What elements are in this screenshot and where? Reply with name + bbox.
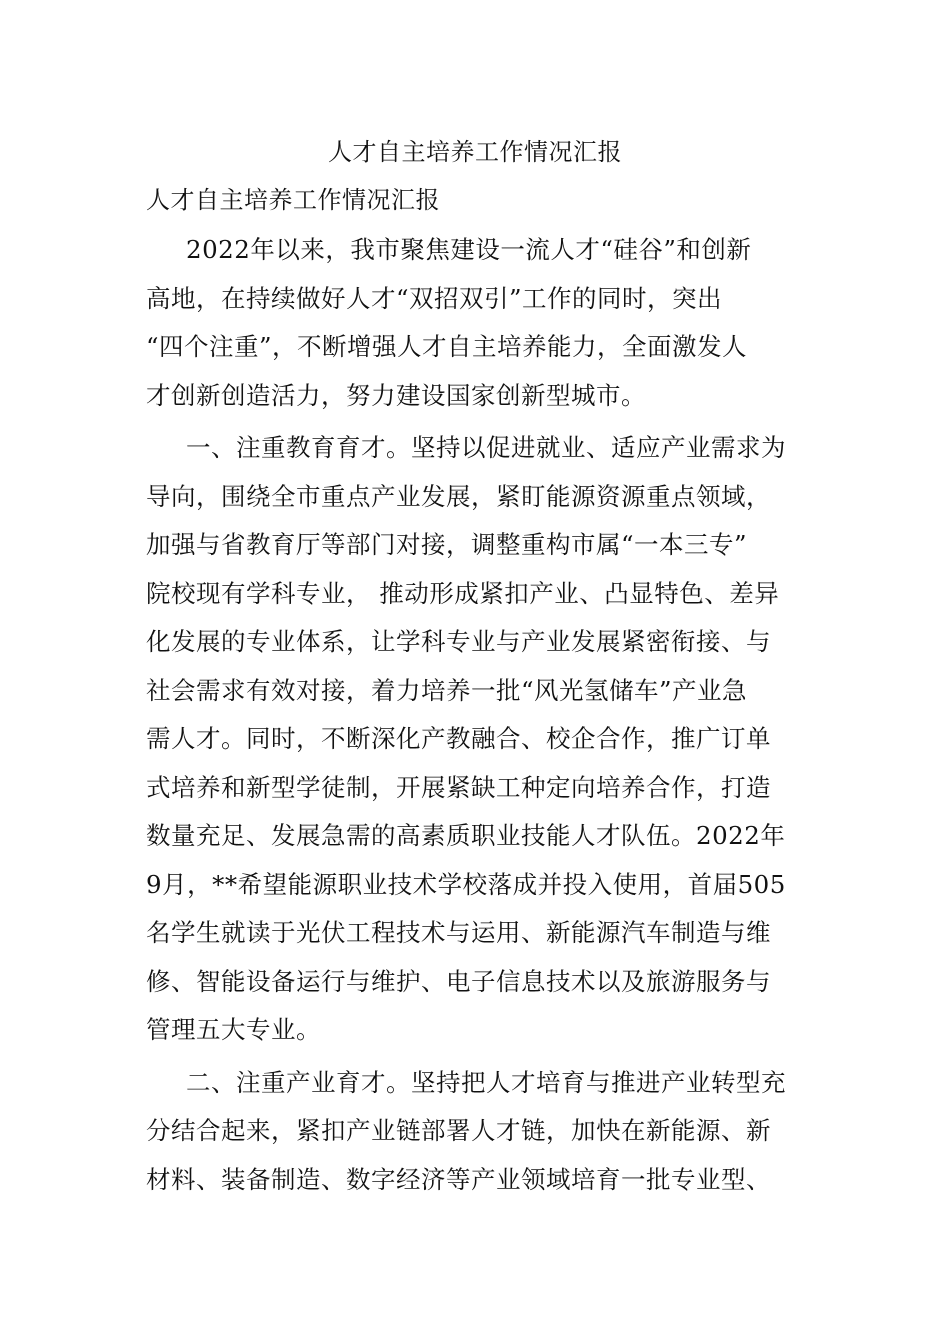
text-line: 院校现有学科专业， 推动形成紧扣产业、凸显特色、差异 [146, 578, 780, 608]
paragraph-intro [146, 226, 810, 420]
text-line: 高地，在持续做好人才“双招双引”工作的同时，突出 [146, 283, 723, 313]
paragraph-education [146, 424, 810, 1055]
text-line: 才创新创造活力，努力建设国家创新型城市。 [146, 380, 646, 410]
text-line: 化发展的专业体系，让学科专业与产业发展紧密衔接、与 [146, 627, 771, 656]
document-body [146, 226, 810, 1204]
text-line: 式培养和新型学徒制，开展紧缺工种定向培养合作，打造 [146, 772, 771, 802]
text-line: 修、智能设备运行与维护、电子信息技术以及旅游服务与 [146, 966, 771, 996]
text-line: 材料、装备制造、数字经济等产业领域培育一批专业型、 [146, 1164, 771, 1194]
text-line: 2022年以来，我市聚焦建设一流人才“硅谷”和创新 [186, 235, 752, 264]
text-line: 管理五大专业。 [146, 1015, 321, 1044]
document-title: 人才自主培养工作情况汇报 [328, 138, 622, 166]
text-line: 9月，**希望能源职业技术学校落成并投入使用，首届505 [146, 869, 786, 899]
text-line: 需人才。同时，不断深化产教融合、校企合作，推广订单 [146, 724, 771, 753]
text-line: 二、注重产业育才。坚持把人才培育与推进产业转型充 [186, 1067, 786, 1097]
text-line: 名学生就读于光伏工程技术与运用、新能源汽车制造与维 [146, 918, 771, 947]
text-line: 加强与省教育厅等部门对接，调整重构市属“一本三专” [146, 530, 748, 559]
text-line: 社会需求有效对接，着力培养一批“风光氢储车”产业急 [146, 675, 748, 705]
text-line: “四个注重”，不断增强人才自主培养能力，全面激发人 [146, 332, 748, 361]
text-line: 分结合起来，紧扣产业链部署人才链，加快在新能源、新 [146, 1116, 771, 1145]
paragraph-industry [146, 1059, 810, 1205]
document-subtitle: 人才自主培养工作情况汇报 [146, 186, 440, 214]
text-line: 一、注重教育育才。坚持以促进就业、适应产业需求为 [186, 433, 786, 462]
text-line: 数量充足、发展急需的高素质职业技能人才队伍。2022年 [146, 821, 786, 850]
text-line: 导向，围绕全市重点产业发展，紧盯能源资源重点领域， [146, 481, 771, 511]
